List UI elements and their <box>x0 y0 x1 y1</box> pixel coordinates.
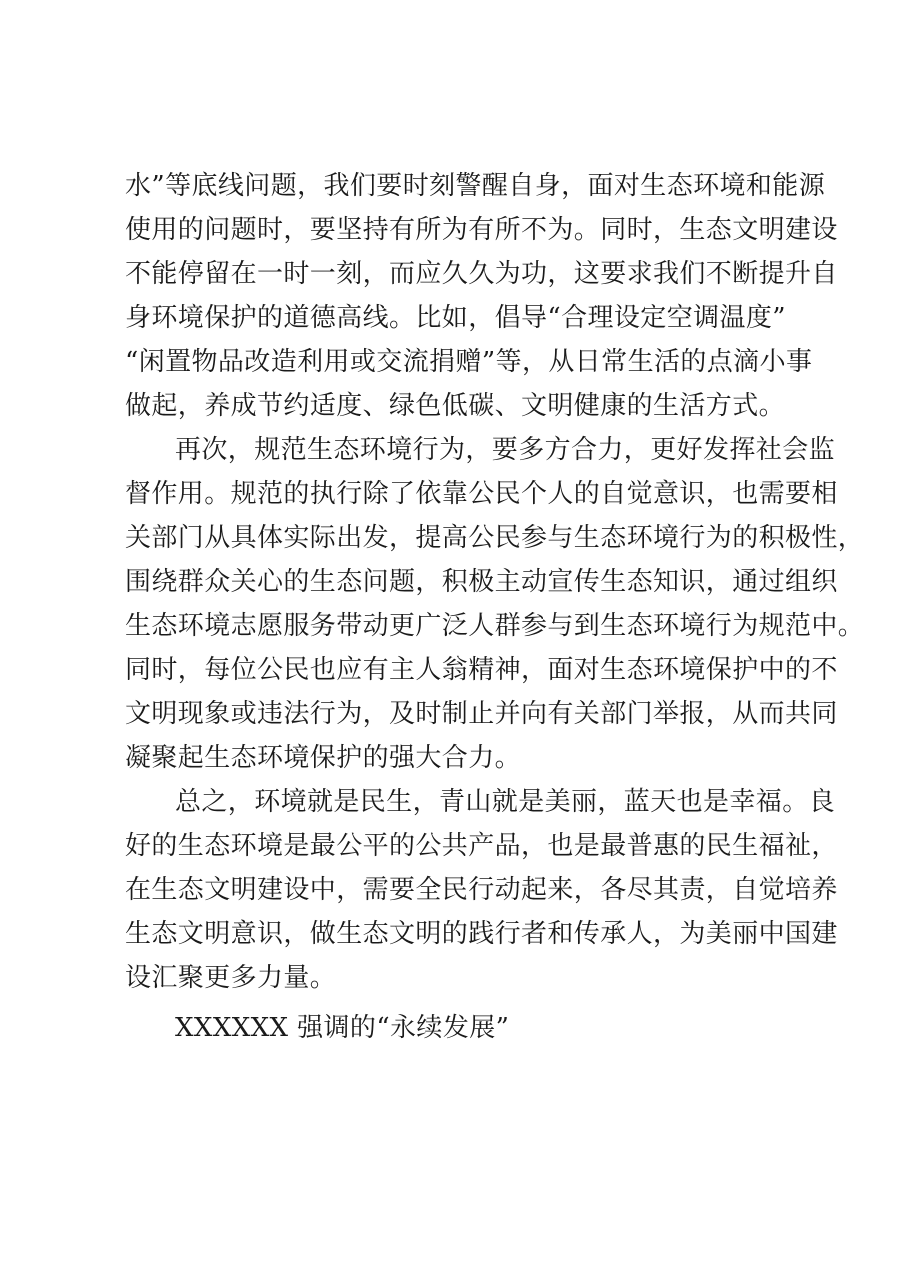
text-line: 水”等底线问题，我们要时刻警醒自身，面对生态环境和能源 <box>125 171 826 201</box>
text-line: 设汇聚更多力量。 <box>125 963 337 993</box>
paragraph-3 <box>125 780 838 1000</box>
text-line: 做起，养成节约适度、绿色低碳、文明健康的生活方式。 <box>125 391 786 421</box>
paragraph-2 <box>125 428 865 780</box>
text-line: 身环境保护的道德高线。比如，倡导“合理设定空调温度” <box>125 303 786 333</box>
document-body <box>125 164 865 1050</box>
text-line: 好的生态环境是最公平的公共产品，也是最普惠的民生福祉， <box>125 831 838 861</box>
text-line: 生态环境志愿服务带动更广泛人群参与到生态环境行为规范中。 <box>125 611 865 641</box>
text-line: 不能停留在一时一刻，而应久久为功，这要求我们不断提升自 <box>125 259 838 289</box>
text-line: 关部门从具体实际出发，提高公民参与生态环境行为的积极性， <box>125 523 865 553</box>
text-line: “闲置物品改造利用或交流捐赠”等，从日常生活的点滴小事 <box>125 347 813 377</box>
paragraph-1 <box>125 164 838 428</box>
text-line: 再次，规范生态环境行为，要多方合力，更好发挥社会监 <box>175 435 836 465</box>
text-line: 在生态文明建设中，需要全民行动起来，各尽其责，自觉培养 <box>125 875 838 905</box>
text-line: 围绕群众关心的生态问题，积极主动宣传生态知识，通过组织 <box>125 567 838 597</box>
section-heading: XXXXXX 强调的“永续发展” <box>175 1013 510 1043</box>
text-line: 凝聚起生态环境保护的强大合力。 <box>125 743 522 773</box>
text-line: 文明现象或违法行为，及时制止并向有关部门举报，从而共同 <box>125 699 838 729</box>
text-line: 同时，每位公民也应有主人翁精神，面对生态环境保护中的不 <box>125 655 838 685</box>
text-line: 生态文明意识，做生态文明的践行者和传承人，为美丽中国建 <box>125 919 838 949</box>
text-line: 使用的问题时，要坚持有所为有所不为。同时，生态文明建设 <box>125 215 838 245</box>
text-line: 督作用。规范的执行除了依靠公民个人的自觉意识，也需要相 <box>125 479 838 509</box>
text-line: 总之，环境就是民生，青山就是美丽，蓝天也是幸福。良 <box>175 787 836 817</box>
